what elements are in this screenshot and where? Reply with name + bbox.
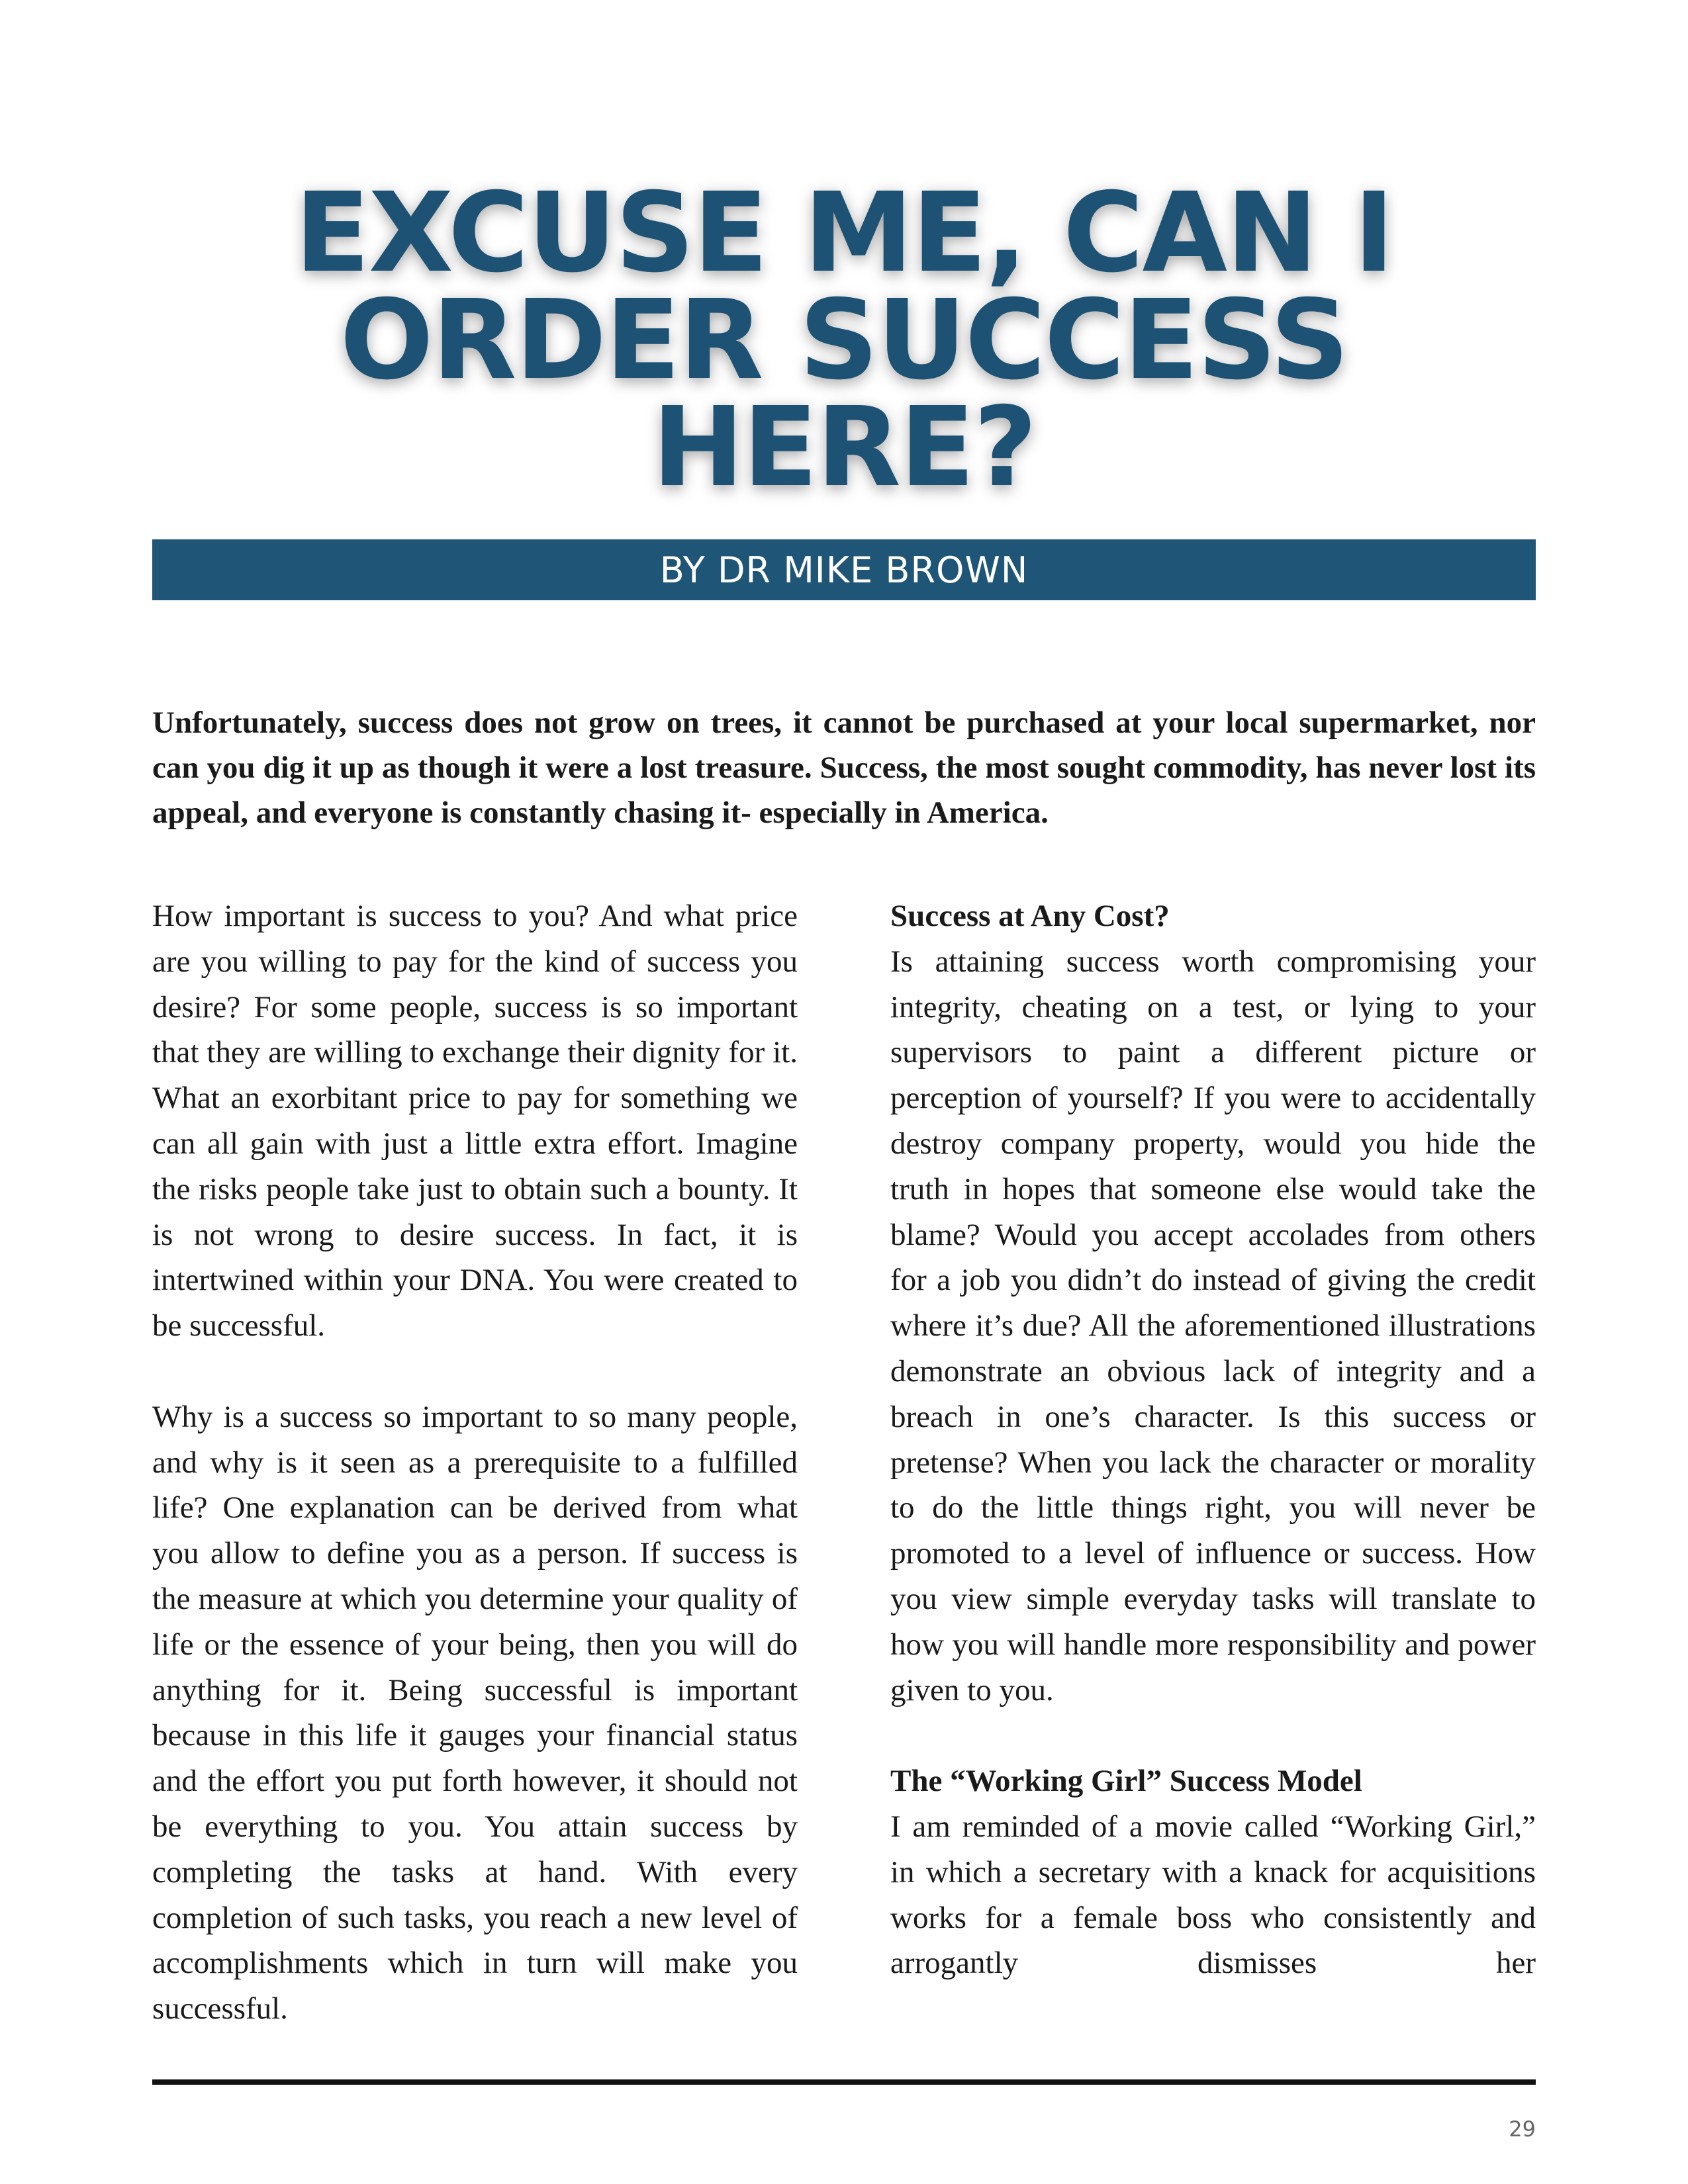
- byline-banner: [152, 539, 1536, 600]
- footer-divider: [152, 2079, 1536, 2085]
- article-title: EXCUSE ME, CAN I ORDER SUCCESS HERE?: [295, 169, 1393, 512]
- body-paragraph: I am reminded of a movie called “Working Girl,” in which a secretary with a knack for acquisitions works for a female boss who consistently and arrogantly dismisses her: [890, 1809, 1536, 1981]
- left-column: [152, 893, 798, 2032]
- page-number: 29: [1509, 2116, 1536, 2142]
- author-byline: BY DR MIKE BROWN: [659, 549, 1029, 591]
- body-paragraph: Is attaining success worth compromising your integrity, cheating on a test, or lying to your supervisors to paint a different picture or perception of yourself? If you were to accidentally destroy company property, would you hide the truth in hopes that someone else would take the blame? Would you accept accolades from others for a job you didn’t do instead of giving the credit where it’s due? All the aforementioned illustrations demonstrate an obvious lack of integrity and a breach in one’s character. Is this success or pretense? When you lack the character or morality to do the little things right, you will never be promoted to a level of influence or success. How you view simple everyday tasks will translate to how you will handle more responsibility and power given to you.: [890, 944, 1536, 1707]
- right-column: [890, 893, 1536, 1986]
- intro-paragraph: Unfortunately, success does not grow on trees, it cannot be purchased at your local supermarket, nor can you dig it up as though it were a lost treasure. Success, the most sought commodity, has never lost its appeal, and everyone is constantly chasing it- especially in America.: [152, 705, 1536, 830]
- body-paragraph: Why is a success so important to so many people, and why is it seen as a prerequisite to a fulfilled life? One explanation can be derived from what you allow to define you as a person. If success is the measure at which you determine your quality of life or the essence of your being, then you will do anything for it. Being successful is important because in this life it gauges your financial status and the effort you put forth however, it should not be everything to you. You attain success by completing the tasks at hand. With every completion of such tasks, you reach a new level of accomplishments which in turn will make you successful.: [152, 1399, 798, 2026]
- section-heading: The “Working Girl” Success Model: [890, 1764, 1362, 1799]
- section-heading: Success at Any Cost?: [890, 899, 1170, 933]
- body-paragraph: How important is success to you? And what price are you willing to pay for the kind of success you desire? For some people, success is so important that they are willing to exchange their dignity for it. What an exorbitant price to pay for something we can all gain with just a little extra effort. Imagine the risks people take just to obtain such a bounty. It is not wrong to desire success. In fact, it is intertwined within your DNA. You were created to be successful.: [152, 899, 798, 1343]
